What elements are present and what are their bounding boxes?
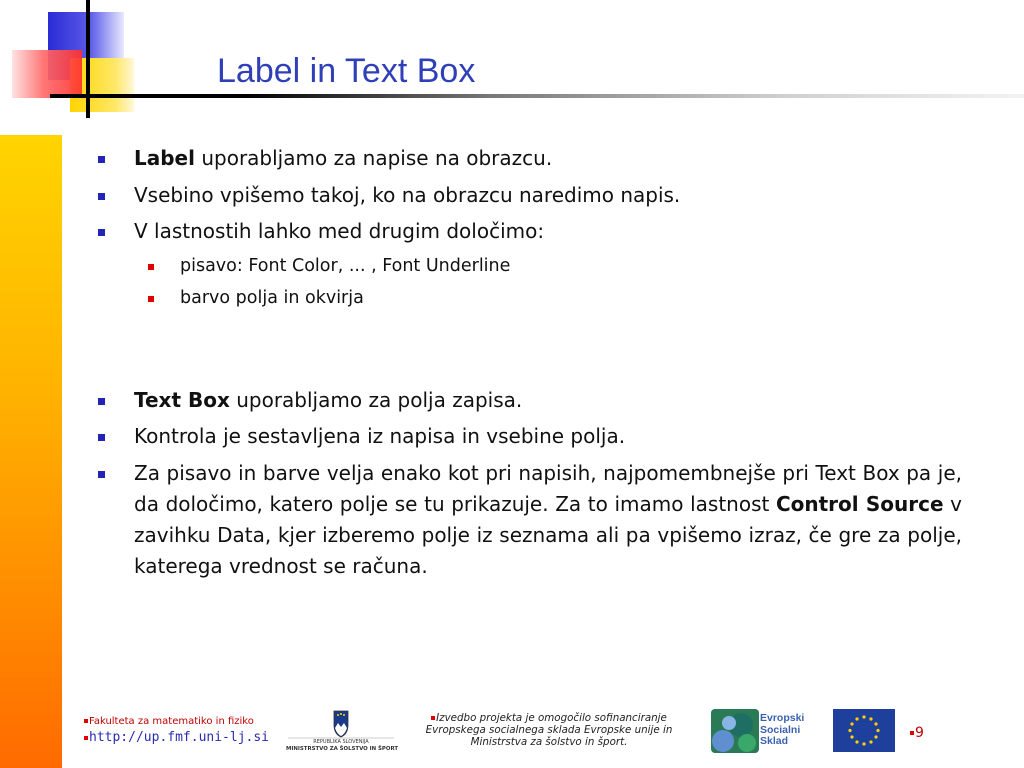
- bullet-marker: [98, 398, 105, 405]
- corner-red-square: [12, 50, 82, 98]
- gov-line1: REPUBLIKA SLOVENIJA: [313, 739, 369, 745]
- footer-project: [404, 712, 694, 748]
- vertical-divider: [86, 0, 90, 118]
- page-number-text: 9: [915, 725, 924, 741]
- bullet-marker: [98, 434, 105, 441]
- esf-line1: Evropski: [760, 712, 805, 724]
- bullet-bold: Text Box: [134, 388, 230, 412]
- footer-url-text[interactable]: http://up.fmf.uni-lj.si: [89, 730, 270, 745]
- bullet-text: Za pisavo in barve velja enako kot pri napisih, najpomembnejše pri Text Box pa je, da določimo, katero polje se tu prikazuje. Za to imamo lastnost: [134, 461, 962, 516]
- bullet-text: V lastnostih lahko med drugim določimo:: [134, 219, 545, 243]
- side-gradient-bar: [0, 135, 62, 768]
- bullet-text: v zavihku Data, kjer izberemo polje iz seznama ali pa vpišemo izraz, če gre za polje, katerega vrednost se računa.: [134, 492, 962, 578]
- bullet-item: [134, 180, 680, 211]
- esf-text: [760, 713, 804, 748]
- sub-bullet-text: pisavo: Font Color, ... , Font Underline: [180, 256, 511, 276]
- gov-line2: MINISTRSTVO ZA ŠOLSTVO IN ŠPORT: [286, 746, 399, 752]
- bullet-marker: [98, 229, 105, 236]
- esf-line3: Sklad: [760, 735, 789, 747]
- sub-bullet-item: [180, 284, 364, 312]
- footer-faculty: [84, 716, 254, 727]
- bullet-text: uporabljamo za napise na obrazcu.: [194, 146, 553, 170]
- bullet-item: [134, 458, 962, 582]
- bullet-item: [134, 216, 544, 247]
- sub-bullet-marker: [148, 264, 154, 270]
- bullet-marker: [98, 156, 105, 163]
- slide-title: Label in Text Box: [217, 52, 476, 90]
- bullet-text: uporabljamo za polja zapisa.: [229, 388, 523, 412]
- bullet-marker: [98, 471, 105, 478]
- sub-bullet-item: [180, 252, 510, 280]
- footer-url[interactable]: [84, 730, 269, 745]
- bullet-item: [134, 385, 522, 416]
- bullet-item: [134, 421, 625, 452]
- sub-bullet-text: barvo polja in okvirja: [180, 288, 364, 308]
- esf-logo-icon: [711, 709, 759, 753]
- title-underline: [50, 94, 1024, 98]
- footer-faculty-text: Fakulteta za matematiko in fiziko: [89, 716, 254, 727]
- bullet-bold: Label: [134, 146, 195, 170]
- bullet-bold: Control Source: [775, 492, 944, 516]
- sub-bullet-marker: [148, 296, 154, 302]
- esf-line2: Socialni: [760, 723, 801, 736]
- bullet-text: Kontrola je sestavljena iz napisa in vsebine polja.: [134, 424, 626, 448]
- page-number: [910, 725, 924, 741]
- bullet-item: [134, 143, 552, 174]
- bullet-marker: [98, 193, 105, 200]
- eu-flag-icon: [833, 709, 895, 752]
- bullet-text: Vsebino vpišemo takoj, ko na obrazcu naredimo napis.: [134, 183, 681, 207]
- footer-project-text: Izvedbo projekta je omogočilo sofinanciranje Evropskega socialnega sklada Evropske unije in Ministrstva za šolstvo in šport.: [425, 712, 673, 748]
